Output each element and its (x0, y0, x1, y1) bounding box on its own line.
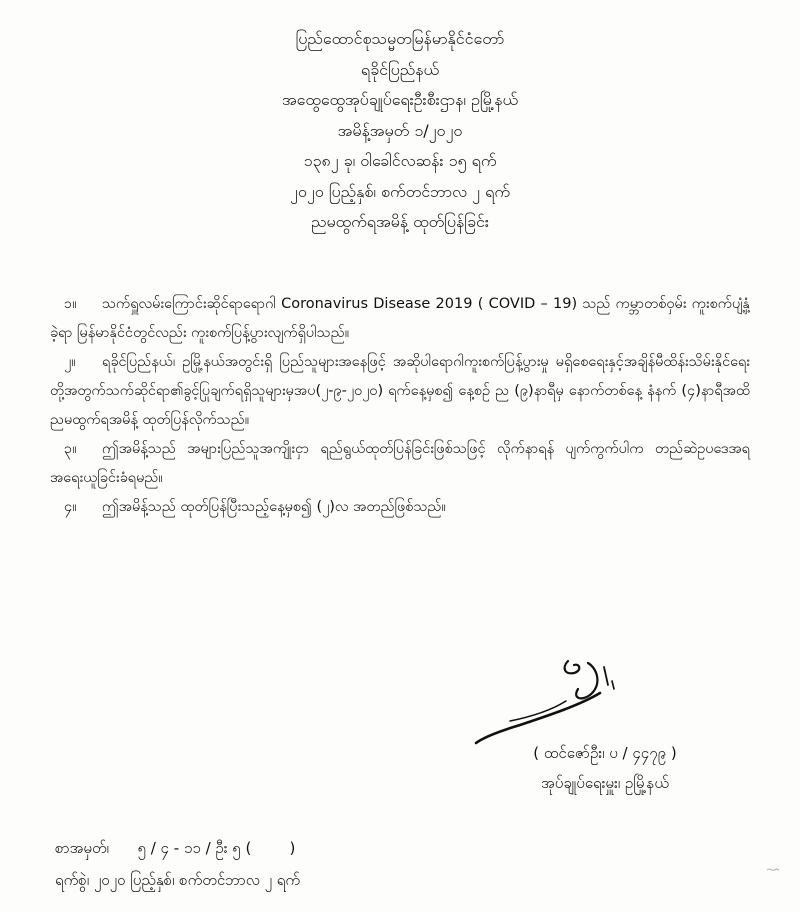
paragraph-4 (50, 493, 750, 522)
document-header (150, 24, 650, 238)
signatory-title: အုပ်ချုပ်ရေးမှူး၊ ဥမြို့နယ် (541, 774, 669, 792)
reference-date: ရက်စွဲ၊ ၂၀၂၀ ပြည့်နှစ်၊ စက်တင်ဘာလ ၂ ရက် (55, 871, 301, 889)
reference-block (55, 832, 555, 896)
handwritten-signature (470, 655, 640, 750)
order-body (50, 290, 750, 522)
paragraph-3 (50, 435, 750, 493)
gregorian-date: ၂၀၂၀ ပြည့်နှစ်၊ စက်တင်ဘာလ ၂ ရက် (290, 181, 510, 201)
paragraph-text: ရခိုင်ပြည်နယ်၊ ဥမြို့နယ်အတွင်းရှိ ပြည်သူများအနေဖြင့် အဆိုပါရောဂါကူးစက်ပြန့်ပွားမှု မရှိစေရေးနှင့်အချိန်မီထိန်းသိမ်းနိုင်ရေးတို့အတွက်သက်ဆိုင်ရာ၏ခွင့်ပြုချက်ရရှိသူများမှအပ(၂-၉-၂၀၂၀) ရက်နေ့မှစ၍ နေ့စဉ် ည (၉)နာရီမှ နောက်တစ်နေ့ နံနက် (၄)နာရီအထိ ညမထွက်ရအမိန့် ထုတ်ပြန်လိုက်သည်။ (50, 354, 750, 428)
state-name: ရခိုင်ပြည်နယ် (360, 59, 440, 79)
scan-mark (766, 866, 780, 874)
paragraph-number: ၂။ (64, 354, 76, 370)
paragraph-text: သက်ရှူလမ်းကြောင်းဆိုင်ရာရောဂါ Coronavirus Disease 2019 ( COVID – 19) သည် ကမ္ဘာတစ်ဝှမ်း ကူးစက်ပျံ့နှံ့ခဲ့ရာ မြန်မာနိုင်ငံတွင်လည်း ကူးစက်ပြန့်ပွားလျက်ရှိပါသည်။ (50, 296, 750, 341)
signatory-name: ( ထင်ဇော်ဦး၊ ပ / ၄၄၇၉ ) (533, 744, 677, 762)
paragraph-1 (50, 290, 750, 348)
reference-number: စာအမှတ်၊ ၅ / ၄ - ၁၁ / ဦး ၅ ( ) (55, 839, 296, 857)
myanmar-calendar-date: ၁၃၈၂ ခု၊ ဝါခေါင်လဆန်း ၁၅ ရက် (303, 151, 497, 170)
order-title: ညမထွက်ရအမိန့် ထုတ်ပြန်ခြင်း (311, 212, 489, 231)
paragraph-text: ဤအမိန့်သည် ထုတ်ပြန်ပြီးသည့်နေ့မှစ၍ (၂)လ အတည်ဖြစ်သည်။ (102, 499, 446, 515)
department-name: အထွေထွေအုပ်ချုပ်ရေးဦးစီးဌာန၊ ဥမြို့နယ် (281, 90, 519, 109)
order-number: အမိန့်အမှတ် ၁/၂၀၂၀ (337, 120, 463, 140)
paragraph-2 (50, 348, 750, 435)
paragraph-number: ၄။ (64, 499, 77, 515)
paragraph-number: ၃။ (64, 441, 77, 457)
paragraph-text: ဤအမိန့်သည် အများပြည်သူအကျိုးငှာ ရည်ရွယ်ထုတ်ပြန်ခြင်းဖြစ်သဖြင့် လိုက်နာရန် ပျက်ကွက်ပါက တည်ဆဲဥပဒေအရ အရေးယူခြင်းခံရမည်။ (50, 441, 750, 486)
paragraph-number: ၁။ (64, 296, 77, 312)
country-name: ပြည်ထောင်စုသမ္မတမြန်မာနိုင်ငံတော် (295, 29, 505, 48)
signatory-block (470, 738, 740, 798)
